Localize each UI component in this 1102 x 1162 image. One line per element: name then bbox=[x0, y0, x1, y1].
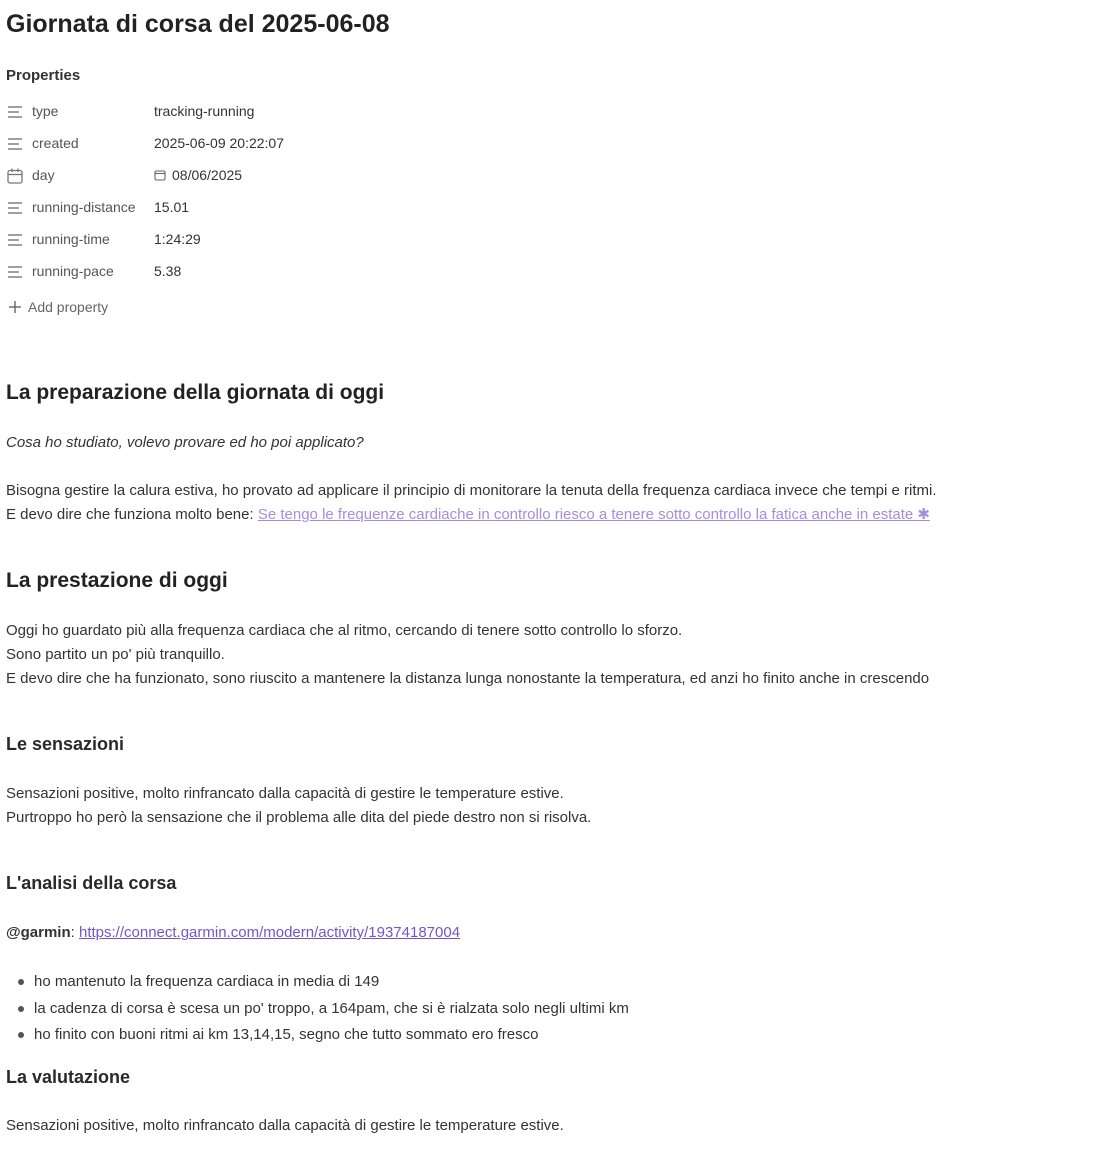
list-item-text: ho mantenuto la frequenza cardiaca in media di 149 bbox=[34, 973, 380, 990]
text-lines-icon bbox=[6, 135, 24, 153]
property-row-running-pace[interactable] bbox=[6, 260, 606, 284]
property-key[interactable]: running-distance bbox=[32, 199, 136, 215]
property-value[interactable]: 5.38 bbox=[154, 263, 182, 279]
plus-icon bbox=[8, 300, 22, 314]
paragraph-valutazione[interactable]: Sensazioni positive, molto rinfrancato dalla capacità di gestire le temperature estive. bbox=[6, 1117, 564, 1134]
property-key[interactable]: type bbox=[32, 103, 59, 119]
property-key[interactable]: running-pace bbox=[32, 263, 114, 279]
text-lines-icon bbox=[6, 199, 24, 217]
text-lines-icon bbox=[6, 103, 24, 121]
list-item[interactable] bbox=[6, 970, 629, 997]
text-lines-icon bbox=[6, 263, 24, 281]
heading-preparazione[interactable]: La preparazione della giornata di oggi bbox=[6, 381, 385, 404]
property-row-running-time[interactable] bbox=[6, 228, 606, 252]
property-value[interactable]: 2025-06-09 20:22:07 bbox=[154, 135, 284, 151]
property-value[interactable]: tracking-running bbox=[154, 103, 255, 119]
heading-prestazione[interactable]: La prestazione di oggi bbox=[6, 569, 228, 592]
text-line bbox=[6, 503, 937, 527]
paragraph-preparazione[interactable] bbox=[6, 479, 937, 527]
text-line: E devo dire che ha funzionato, sono riuscito a mantenere la distanza lunga nonostante la temperatura, ed anzi ho finito anche in crescendo bbox=[6, 670, 930, 687]
source-separator: : bbox=[70, 924, 79, 941]
date-picker[interactable] bbox=[154, 167, 242, 183]
text-lines-icon bbox=[6, 231, 24, 249]
property-key[interactable]: running-time bbox=[32, 231, 110, 247]
property-row-created[interactable] bbox=[6, 132, 606, 156]
text-line: Purtroppo ho però la sensazione che il problema alle dita del piede destro non si risolva. bbox=[6, 809, 592, 826]
properties-label[interactable]: Properties bbox=[6, 67, 81, 84]
list-item-text: la cadenza di corsa è scesa un po' troppo, a 164pam, che si è rialzata solo negli ultimi km bbox=[34, 999, 629, 1017]
text-line: Sono partito un po' più tranquillo. bbox=[6, 646, 225, 663]
property-row-running-distance[interactable] bbox=[6, 196, 606, 220]
heading-valutazione[interactable]: La valutazione bbox=[6, 1067, 131, 1087]
list-item-text: ho finito con buoni ritmi ai km 13,14,15, segno che tutto sommato ero fresco bbox=[34, 1026, 539, 1043]
property-row-day[interactable] bbox=[6, 164, 606, 188]
bullet-dot-icon bbox=[18, 1006, 24, 1012]
heading-analisi[interactable]: L'analisi della corsa bbox=[6, 873, 177, 893]
property-value[interactable]: 15.01 bbox=[154, 199, 190, 215]
paragraph-garmin[interactable] bbox=[6, 921, 460, 945]
list-item[interactable] bbox=[6, 997, 629, 1024]
heading-sensazioni[interactable]: Le sensazioni bbox=[6, 734, 125, 754]
text-line: Bisogna gestire la calura estiva, ho provato ad applicare il principio di monitorare la tenuta della frequenza cardiaca invece che tempi e ritmi. bbox=[6, 482, 937, 499]
garmin-activity-link[interactable]: https://connect.garmin.com/modern/activity/19374187004 bbox=[78, 924, 461, 941]
add-property-button[interactable] bbox=[8, 299, 108, 315]
paragraph-sensazioni[interactable] bbox=[6, 782, 591, 830]
paragraph-question[interactable]: Cosa ho studiato, volevo provare ed ho poi applicato? bbox=[6, 434, 364, 451]
calendar-icon bbox=[6, 167, 24, 185]
text-line: Oggi ho guardato più alla frequenza cardiaca che al ritmo, cercando di tenere sotto controllo lo sforzo. bbox=[6, 622, 683, 639]
list-item[interactable] bbox=[6, 1023, 629, 1050]
text-prefix: E devo dire che funziona molto bene: bbox=[6, 506, 258, 523]
property-row-type[interactable] bbox=[6, 100, 606, 124]
analysis-bullet-list bbox=[6, 970, 629, 1050]
add-property-label: Add property bbox=[28, 299, 109, 315]
property-key[interactable]: created bbox=[32, 135, 79, 151]
property-value: 08/06/2025 bbox=[172, 167, 243, 183]
internal-link[interactable]: Se tengo le frequenze cardiache in controllo riesco a tenere sotto controllo la fatica anche in estate ✱ bbox=[257, 506, 930, 523]
property-key[interactable]: day bbox=[32, 167, 55, 183]
bullet-dot-icon bbox=[18, 1032, 24, 1038]
property-value[interactable]: 1:24:29 bbox=[154, 231, 201, 247]
bullet-dot-icon bbox=[18, 979, 24, 985]
source-label: @garmin bbox=[6, 924, 71, 941]
text-line: Sensazioni positive, molto rinfrancato dalla capacità di gestire le temperature estive. bbox=[6, 785, 564, 802]
paragraph-prestazione[interactable] bbox=[6, 619, 929, 691]
page-title[interactable]: Giornata di corsa del 2025-06-08 bbox=[6, 10, 390, 38]
calendar-small-icon bbox=[154, 169, 166, 181]
